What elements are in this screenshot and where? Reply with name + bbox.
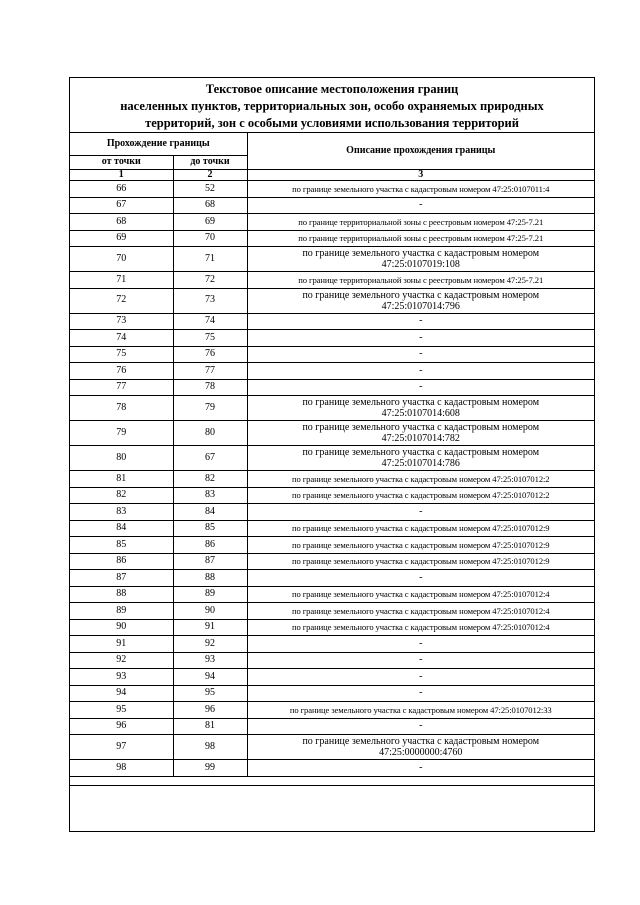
to-point-cell: 93 [173,652,247,669]
from-point-cell: 72 [70,288,173,313]
description-cell: - [247,330,594,347]
description-cell: по границе земельного участка с кадастровым номером 47:25:0107014:782 [247,421,594,446]
document-title [70,78,594,133]
table-row [70,537,594,554]
description-cell: по границе земельного участка с кадастровым номером 47:25:0107012:2 [247,487,594,504]
from-point-cell: 79 [70,421,173,446]
table-row [70,471,594,488]
from-point-cell: 80 [70,446,173,471]
from-point-cell: 69 [70,230,173,247]
from-point-cell: 98 [70,760,173,777]
description-cell: - [247,363,594,380]
table-row [70,230,594,247]
from-point-cell: 81 [70,471,173,488]
table-row [70,446,594,471]
to-point-cell: 87 [173,553,247,570]
from-point-cell: 92 [70,652,173,669]
description-cell: - [247,669,594,686]
from-point-cell: 71 [70,272,173,289]
from-point-cell: 97 [70,735,173,760]
description-cell: по границе земельного участка с кадастровым номером 47:25:0107014:786 [247,446,594,471]
description-cell: по границе земельного участка с кадастровым номером 47:25:0107019:108 [247,247,594,272]
description-cell: - [247,760,594,777]
table-row [70,702,594,719]
to-point-cell: 71 [173,247,247,272]
from-point-cell: 96 [70,718,173,735]
header-description: Описание прохождения границы [247,133,594,169]
table-row [70,760,594,777]
from-point-cell: 91 [70,636,173,653]
table-row [70,504,594,521]
from-point-cell: 83 [70,504,173,521]
table-row [70,669,594,686]
description-cell: - [247,570,594,587]
description-cell: по границе земельного участка с кадастровым номером 47:25:0107012:9 [247,537,594,554]
to-point-cell: 69 [173,214,247,231]
from-point-cell: 94 [70,685,173,702]
to-point-cell: 83 [173,487,247,504]
to-point-cell: 78 [173,379,247,396]
header-col-number: 1 [70,169,173,181]
table-row [70,586,594,603]
description-cell: по границе земельного участка с кадастровым номером 47:25:0107012:4 [247,603,594,620]
to-point-cell: 86 [173,537,247,554]
description-cell: - [247,197,594,214]
description-cell: по границе земельного участка с кадастровым номером 47:25:0107012:9 [247,520,594,537]
description-cell: по границе земельного участка с кадастровым номером 47:25:0107012:2 [247,471,594,488]
to-point-cell: 94 [173,669,247,686]
table-row [70,330,594,347]
to-point-cell: 89 [173,586,247,603]
from-point-cell: 95 [70,702,173,719]
table-row [70,652,594,669]
description-cell: по границе земельного участка с кадастровым номером 47:25:0107011:4 [247,181,594,198]
to-point-cell: 52 [173,181,247,198]
from-point-cell: 86 [70,553,173,570]
table-row [70,288,594,313]
table-row [70,313,594,330]
table-row [70,570,594,587]
description-cell: по границе земельного участка с кадастровым номером 47:25:0107012:33 [247,702,594,719]
table-row [70,685,594,702]
to-point-cell: 74 [173,313,247,330]
to-point-cell: 82 [173,471,247,488]
description-cell: по границе территориальной зоны с реестровым номером 47:25-7.21 [247,230,594,247]
to-point-cell: 99 [173,760,247,777]
from-point-cell: 88 [70,586,173,603]
table-row [70,379,594,396]
description-cell: - [247,379,594,396]
to-point-cell: 72 [173,272,247,289]
from-point-cell: 77 [70,379,173,396]
description-cell: - [247,504,594,521]
to-point-cell: 90 [173,603,247,620]
to-point-cell: 79 [173,396,247,421]
table-row [70,718,594,735]
header-to: до точки [173,155,247,169]
title-line: Текстовое описание местоположения границ [205,82,459,96]
header-passage: Прохождение границы [70,133,247,155]
boundary-table [70,133,594,786]
table-row [70,735,594,760]
from-point-cell: 78 [70,396,173,421]
table-row [70,636,594,653]
from-point-cell: 93 [70,669,173,686]
empty-row [70,776,594,785]
from-point-cell: 66 [70,181,173,198]
table-row [70,214,594,231]
to-point-cell: 75 [173,330,247,347]
description-cell: по границе земельного участка с кадастровым номером 47:25:0107012:4 [247,586,594,603]
from-point-cell: 82 [70,487,173,504]
table-row [70,421,594,446]
header-col-number: 2 [173,169,247,181]
to-point-cell: 67 [173,446,247,471]
table-row [70,363,594,380]
description-cell: по границе земельного участка с кадастровым номером 47:25:0000000:4760 [247,735,594,760]
table-row [70,520,594,537]
to-point-cell: 80 [173,421,247,446]
title-line: территорий, зон с особыми условиями использования территорий [145,116,519,130]
description-cell: по границе земельного участка с кадастровым номером 47:25:0107014:608 [247,396,594,421]
from-point-cell: 67 [70,197,173,214]
to-point-cell: 88 [173,570,247,587]
to-point-cell: 84 [173,504,247,521]
from-point-cell: 68 [70,214,173,231]
from-point-cell: 74 [70,330,173,347]
table-row [70,619,594,636]
to-point-cell: 70 [173,230,247,247]
to-point-cell: 77 [173,363,247,380]
description-cell: - [247,313,594,330]
table-row [70,487,594,504]
from-point-cell: 73 [70,313,173,330]
to-point-cell: 68 [173,197,247,214]
description-cell: - [247,652,594,669]
from-point-cell: 85 [70,537,173,554]
table-row [70,396,594,421]
table-row [70,181,594,198]
from-point-cell: 84 [70,520,173,537]
title-line: населенных пунктов, территориальных зон, особо охраняемых природных [120,99,544,113]
description-cell: по границе территориальной зоны с реестровым номером 47:25-7.21 [247,214,594,231]
description-cell: - [247,685,594,702]
to-point-cell: 95 [173,685,247,702]
boundary-description-document [69,77,595,832]
to-point-cell: 73 [173,288,247,313]
description-cell: по границе земельного участка с кадастровым номером 47:25:0107014:796 [247,288,594,313]
description-cell: - [247,636,594,653]
description-cell: - [247,718,594,735]
to-point-cell: 81 [173,718,247,735]
table-row [70,603,594,620]
from-point-cell: 76 [70,363,173,380]
to-point-cell: 91 [173,619,247,636]
to-point-cell: 92 [173,636,247,653]
table-row [70,553,594,570]
description-cell: по границе земельного участка с кадастровым номером 47:25:0107012:4 [247,619,594,636]
table-row [70,247,594,272]
from-point-cell: 70 [70,247,173,272]
from-point-cell: 75 [70,346,173,363]
table-row [70,197,594,214]
to-point-cell: 98 [173,735,247,760]
table-row [70,272,594,289]
from-point-cell: 90 [70,619,173,636]
to-point-cell: 76 [173,346,247,363]
table-row [70,346,594,363]
header-from: от точки [70,155,173,169]
description-cell: по границе земельного участка с кадастровым номером 47:25:0107012:9 [247,553,594,570]
empty-cell [70,776,594,785]
description-cell: по границе территориальной зоны с реестровым номером 47:25-7.21 [247,272,594,289]
to-point-cell: 96 [173,702,247,719]
to-point-cell: 85 [173,520,247,537]
header-col-number: 3 [247,169,594,181]
from-point-cell: 87 [70,570,173,587]
from-point-cell: 89 [70,603,173,620]
description-cell: - [247,346,594,363]
